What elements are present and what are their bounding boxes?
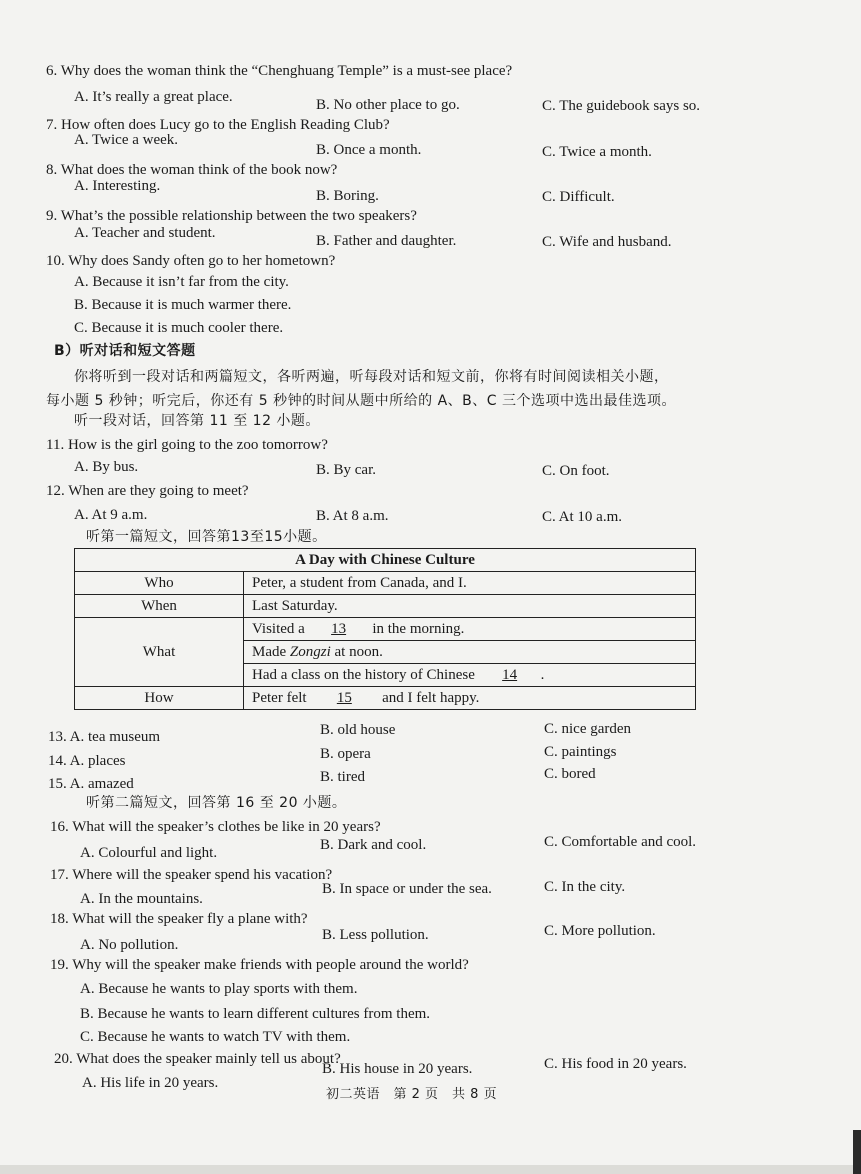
question-8-option-b: B. Boring.	[316, 188, 379, 204]
question-13-option-a: 13. A. tea museum	[48, 729, 161, 745]
table-text: Made	[252, 643, 290, 660]
table-text: Visited a	[252, 620, 309, 637]
table-text: in the morning.	[368, 620, 465, 637]
question-19-option-a: A. Because he wants to play sports with them.	[80, 981, 358, 997]
question-6-stem: 6. Why does the woman think the “Chenghuang Temple” is a must-see place?	[46, 63, 513, 79]
question-12-option-b: B. At 8 a.m.	[316, 508, 389, 524]
question-11-option-c: C. On foot.	[542, 463, 610, 479]
table-value-what-3	[244, 664, 696, 687]
table-text: Had a class on the history of Chinese	[252, 666, 479, 683]
question-18-option-a: A. No pollution.	[80, 937, 179, 953]
dialogue-instruction: 听一段对话，回答第 11 至 12 小题。	[74, 413, 320, 429]
table-text: and I felt happy.	[378, 689, 480, 706]
question-12-option-c: C. At 10 a.m.	[542, 509, 623, 525]
table-text: at noon.	[330, 643, 383, 660]
binding-mark	[853, 1130, 861, 1174]
question-17-option-c: C. In the city.	[544, 879, 626, 895]
question-13-option-b: B. old house	[320, 722, 396, 738]
question-16-option-b: B. Dark and cool.	[320, 837, 427, 853]
question-6-option-c: C. The guidebook says so.	[542, 98, 701, 114]
question-18-stem: 18. What will the speaker fly a plane with?	[50, 911, 308, 927]
table-label-how: How	[75, 687, 244, 710]
culture-table	[74, 548, 696, 710]
question-14-option-b: B. opera	[320, 746, 371, 762]
question-12-stem: 12. When are they going to meet?	[46, 483, 249, 499]
question-6-option-b: B. No other place to go.	[316, 97, 460, 113]
question-11-option-a: A. By bus.	[74, 459, 139, 475]
question-17-option-a: A. In the mountains.	[80, 891, 203, 907]
question-8-stem: 8. What does the woman think of the book now?	[46, 162, 338, 178]
question-16-stem: 16. What will the speaker’s clothes be like in 20 years?	[50, 819, 381, 835]
scan-edge	[0, 1165, 861, 1174]
section-b-instruction-line-2: 每小题 5 秒钟；听完后，你还有 5 秒钟的时间从题中所给的 A、B、C 三个选项中选出最佳选项。	[46, 393, 676, 409]
table-value-what-1	[244, 618, 696, 641]
table-value-how	[244, 687, 696, 710]
question-8-option-a: A. Interesting.	[74, 178, 161, 194]
blank-13: 13	[331, 620, 347, 637]
section-b-instruction-line-1: 你将听到一段对话和两篇短文，各听两遍，听每段对话和短文前，你将有时间阅读相关小题，	[74, 369, 669, 385]
table-text: Peter felt	[252, 689, 311, 706]
passage-2-instruction: 听第二篇短文，回答第 16 至 20 小题。	[86, 795, 347, 811]
question-19-option-c: C. Because he wants to watch TV with them.	[80, 1029, 351, 1045]
table-label-who: Who	[75, 572, 244, 595]
section-b-heading: B）听对话和短文答题	[54, 343, 196, 359]
question-8-option-c: C. Difficult.	[542, 189, 615, 205]
table-value-when: Last Saturday.	[244, 595, 696, 618]
table-text-italic: Zongzi	[289, 643, 331, 660]
question-7-option-c: C. Twice a month.	[542, 144, 652, 160]
question-9-option-b: B. Father and daughter.	[316, 233, 457, 249]
question-9-option-c: C. Wife and husband.	[542, 234, 672, 250]
question-14-option-a: 14. A. places	[48, 753, 126, 769]
question-17-stem: 17. Where will the speaker spend his vacation?	[50, 867, 333, 883]
table-title: A Day with Chinese Culture	[75, 549, 696, 572]
question-7-stem: 7. How often does Lucy go to the English Reading Club?	[46, 117, 390, 133]
question-11-option-b: B. By car.	[316, 462, 376, 478]
question-9-option-a: A. Teacher and student.	[74, 225, 216, 241]
question-7-option-a: A. Twice a week.	[74, 132, 179, 148]
question-13-option-c: C. nice garden	[544, 721, 632, 737]
question-9-stem: 9. What’s the possible relationship between the two speakers?	[46, 208, 417, 224]
question-6-option-a: A. It’s really a great place.	[74, 89, 233, 105]
table-value-what-2	[244, 641, 696, 664]
question-12-option-a: A. At 9 a.m.	[74, 507, 148, 523]
question-20-stem: 20. What does the speaker mainly tell us about?	[54, 1051, 341, 1067]
table-value-who: Peter, a student from Canada, and I.	[244, 572, 696, 595]
question-16-option-a: A. Colourful and light.	[80, 845, 218, 861]
question-15-option-b: B. tired	[320, 769, 365, 785]
question-19-stem: 19. Why will the speaker make friends with people around the world?	[50, 957, 469, 973]
question-10-option-c: C. Because it is much cooler there.	[74, 320, 284, 336]
question-15-option-a: 15. A. amazed	[48, 776, 134, 792]
question-15-option-c: C. bored	[544, 766, 596, 782]
question-20-option-a: A. His life in 20 years.	[82, 1075, 219, 1091]
question-17-option-b: B. In space or under the sea.	[322, 881, 492, 897]
table-label-when: When	[75, 595, 244, 618]
question-14-option-c: C. paintings	[544, 744, 617, 760]
question-18-option-c: C. More pollution.	[544, 923, 656, 939]
question-10-option-b: B. Because it is much warmer there.	[74, 297, 292, 313]
page-footer: 初二英语 第 2 页 共 8 页	[326, 1087, 498, 1102]
passage-1-instruction: 听第一篇短文，回答第13至15小题。	[86, 529, 327, 545]
question-18-option-b: B. Less pollution.	[322, 927, 429, 943]
blank-15: 15	[336, 689, 352, 706]
table-label-what: What	[75, 618, 244, 687]
question-20-option-b: B. His house in 20 years.	[322, 1061, 473, 1077]
question-16-option-c: C. Comfortable and cool.	[544, 834, 697, 850]
blank-14: 14	[502, 666, 518, 683]
question-20-option-c: C. His food in 20 years.	[544, 1056, 687, 1072]
question-10-stem: 10. Why does Sandy often go to her hometown?	[46, 253, 336, 269]
question-7-option-b: B. Once a month.	[316, 142, 422, 158]
question-10-option-a: A. Because it isn’t far from the city.	[74, 274, 289, 290]
question-19-option-b: B. Because he wants to learn different cultures from them.	[80, 1006, 431, 1022]
question-11-stem: 11. How is the girl going to the zoo tomorrow?	[46, 437, 328, 453]
table-text: .	[540, 666, 545, 683]
